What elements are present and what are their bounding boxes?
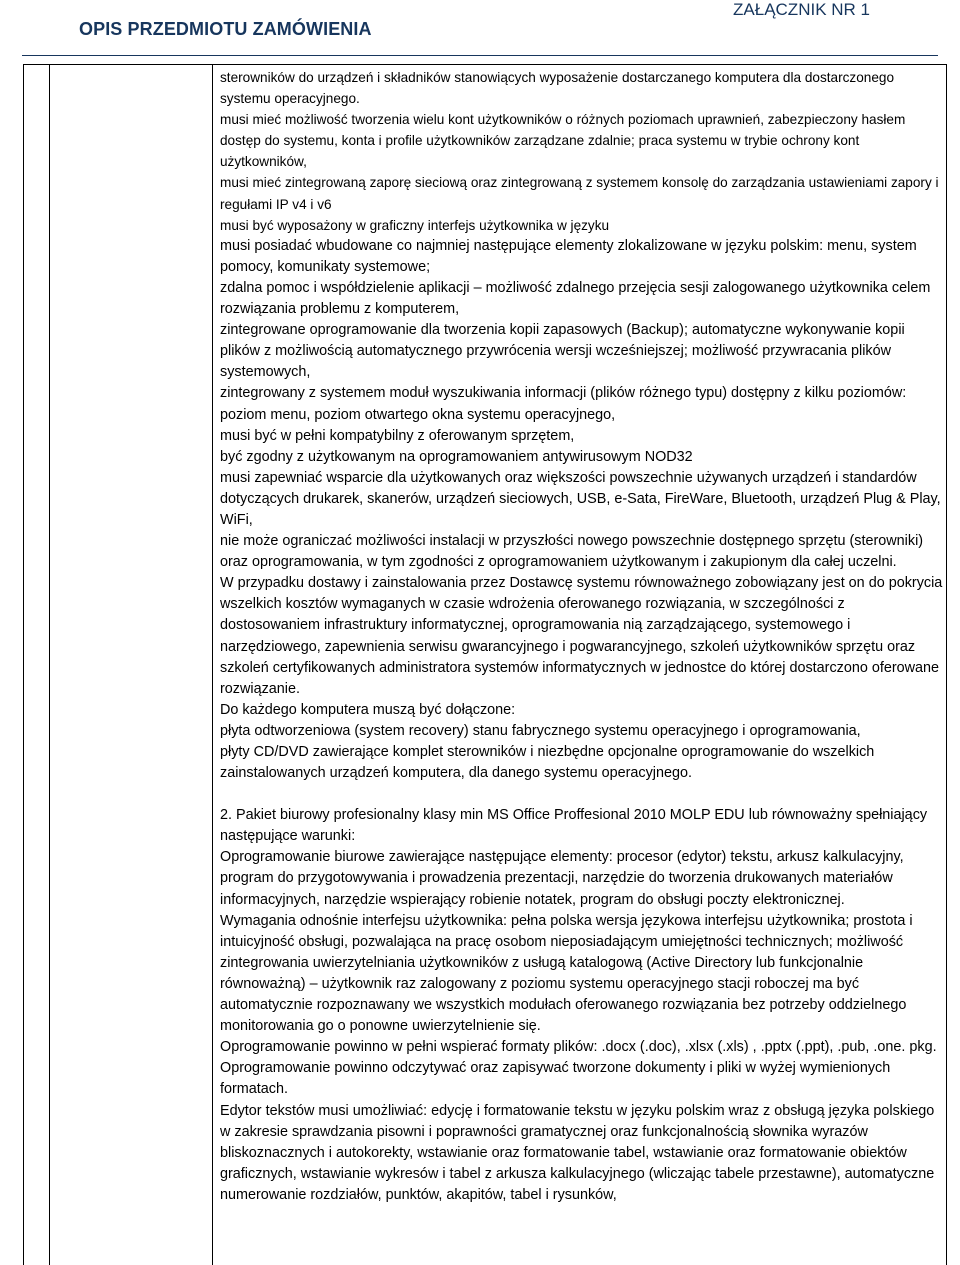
paragraph-gap (220, 784, 944, 805)
paragraph: zintegrowane oprogramowanie dla tworzenia kopii zapasowych (Backup); automatyczne wykonywanie kopii plików z możliwością automatycznego przywrócenia wersji wcześniejszej; możliwość przywracania plików systemowych, (220, 322, 905, 381)
document-title: OPIS PRZEDMIOTU ZAMÓWIENIA (79, 19, 372, 39)
paragraph: musi mieć zintegrowaną zaporę sieciową oraz zintegrowaną z systemem konsolę do zarządzania ustawieniami zapory i regułami IP v4 i v6 (220, 175, 939, 212)
column-divider-1 (49, 65, 50, 1265)
paragraph: zintegrowany z systemem moduł wyszukiwania informacji (plików różnego typu) dostępny z kilku poziomów: poziom menu, poziom otwartego okna systemu operacyjnego, (220, 385, 907, 423)
paragraph: Edytor tekstów musi umożliwiać: edycję i formatowanie tekstu w języku polskim wraz z obsługą języka polskiego w zakresie sprawdzania pisowni i poprawności gramatycznej oraz funkcjonalnością słownika wyrazów bliskoznacznych i autokorekty, wstawianie oraz formatowanie tabel, wstawianie oraz formatowanie obiektów graficznych, wstawianie wykresów i tabel z arkusza kalkulacyjnego (wliczając tabele przestawne), automatyczne numerowanie rozdziałów, punktów, akapitów, tabel i rysunków, (220, 1102, 935, 1203)
paragraph: Wymagania odnośnie interfejsu użytkownika: pełna polska wersja językowa interfejsu użytkownika; prostota i intuicyjność obsługi, pozwalająca na pracę osobom nieposiadającym umiejętności technicznych; możliwość zintegrowania uwierzytelniania użytkowników z usługą katalogową (Active Directory lub funkcjonalnie równoważną) – użytkownik raz zalogowany z poziomu systemu operacyjnego stacji roboczej ma być automatycznie rozpoznawany we wszystkich modułach oferowanego rozwiązania bez potrzeby oddzielnego monitorowania go o ponowne uwierzytelnienie się. (220, 912, 913, 1035)
paragraph: sterowników do urządzeń i składników stanowiących wyposażenie dostarczanego komputera dla dostarczonego systemu operacyjnego. (220, 70, 895, 107)
section-heading: 2. Pakiet biurowy profesionalny klasy min MS Office Proffesional 2010 MOLP EDU lub równoważny spełniający następujące warunki: (220, 807, 928, 845)
paragraph: musi być w pełni kompatybilny z oferowanym sprzętem, (220, 427, 575, 444)
paragraph: płyta odtworzeniowa (system recovery) stanu fabrycznego systemu operacyjnego i oprogramowania, (220, 722, 861, 739)
specification-text (220, 67, 944, 1206)
header-divider (22, 55, 938, 56)
paragraph: zdalna pomoc i współdzielenie aplikacji – możliwość zdalnego przejęcia sesji zalogowanego użytkownika celem rozwiązania problemu z komputerem, (220, 279, 931, 318)
paragraph: musi mieć możliwość tworzenia wielu kont użytkowników o różnych poziomach uprawnień, zabezpieczony hasłem dostęp do systemu, konta i profile użytkowników zarządzane zdalnie; praca systemu w trybie ochrony kont użytkowników, (220, 112, 906, 170)
paragraph: Oprogramowanie biurowe zawierające następujące elementy: procesor (edytor) tekstu, arkusz kalkulacyjny, program do przygotowywania i prowadzenia prezentacji, narzędzie do tworzenia drukowanych materiałów informacyjnych, narzędzie wspierający robienie notatek, program do obsługi poczty elektronicznej. (220, 849, 904, 908)
paragraph: Do każdego komputera muszą być dołączone: (220, 701, 516, 718)
paragraph: musi posiadać wbudowane co najmniej następujące elementy zlokalizowane w języku polskim: menu, system pomocy, komunikaty systemowe; (220, 237, 917, 275)
paragraph: Oprogramowanie powinno w pełni wspierać formaty plików: .docx (.doc), .xlsx (.xls) , .pptx (.ppt), .pub, .one. pkg. Oprogramowanie powinno odczytywać oraz zapisywać tworzone dokumenty i pliki w wyżej wymienionych formatach. (220, 1039, 937, 1098)
paragraph: nie może ograniczać możliwości instalacji w przyszłości nowego powszechnie dostępnego sprzętu (sterowniki) oraz oprogramowania, w tym zgodności z oprogramowaniem użytkowanym i zakupionym dla całej uczelni. (220, 533, 924, 571)
paragraph: płyty CD/DVD zawierające komplet sterowników i niezbędne opcjonalne oprogramowanie do wszelkich zainstalowanych urządzeń komputera, dla danego systemu operacyjnego. (220, 744, 875, 782)
column-divider-2 (212, 65, 213, 1265)
paragraph: musi być wyposażony w graficzny interfejs użytkownika w języku (220, 217, 610, 233)
annex-label: ZAŁĄCZNIK NR 1 (733, 0, 870, 19)
paragraph: W przypadku dostawy i zainstalowania przez Dostawcę systemu równoważnego zobowiązany jest on do pokrycia wszelkich kosztów wymaganych w czasie wdrożenia oferowanego rozwiązania, w szczególności z dostosowaniem infrastruktury informatycznej, oprogramowania nią zarządzającego, systemowego i narzędziowego, zapewnienia serwisu gwarancyjnego i pogwarancyjnego, szkoleń użytkowników sprzętu oraz szkoleń certyfikowanych administratora systemów informatycznych w jednostce do której dostarczono oferowane rozwiązanie. (220, 575, 943, 697)
paragraph: być zgodny z użytkowanym na oprogramowaniem antywirusowym NOD32 (220, 448, 693, 465)
paragraph: musi zapewniać wsparcie dla użytkowanych oraz większości powszechnie używanych urządzeń i standardów dotyczących drukarek, skanerów, urządzeń sieciowych, USB, e-Sata, FireWare, Bluetooth, urządzeń Plug & Play, WiFi, (220, 469, 941, 528)
